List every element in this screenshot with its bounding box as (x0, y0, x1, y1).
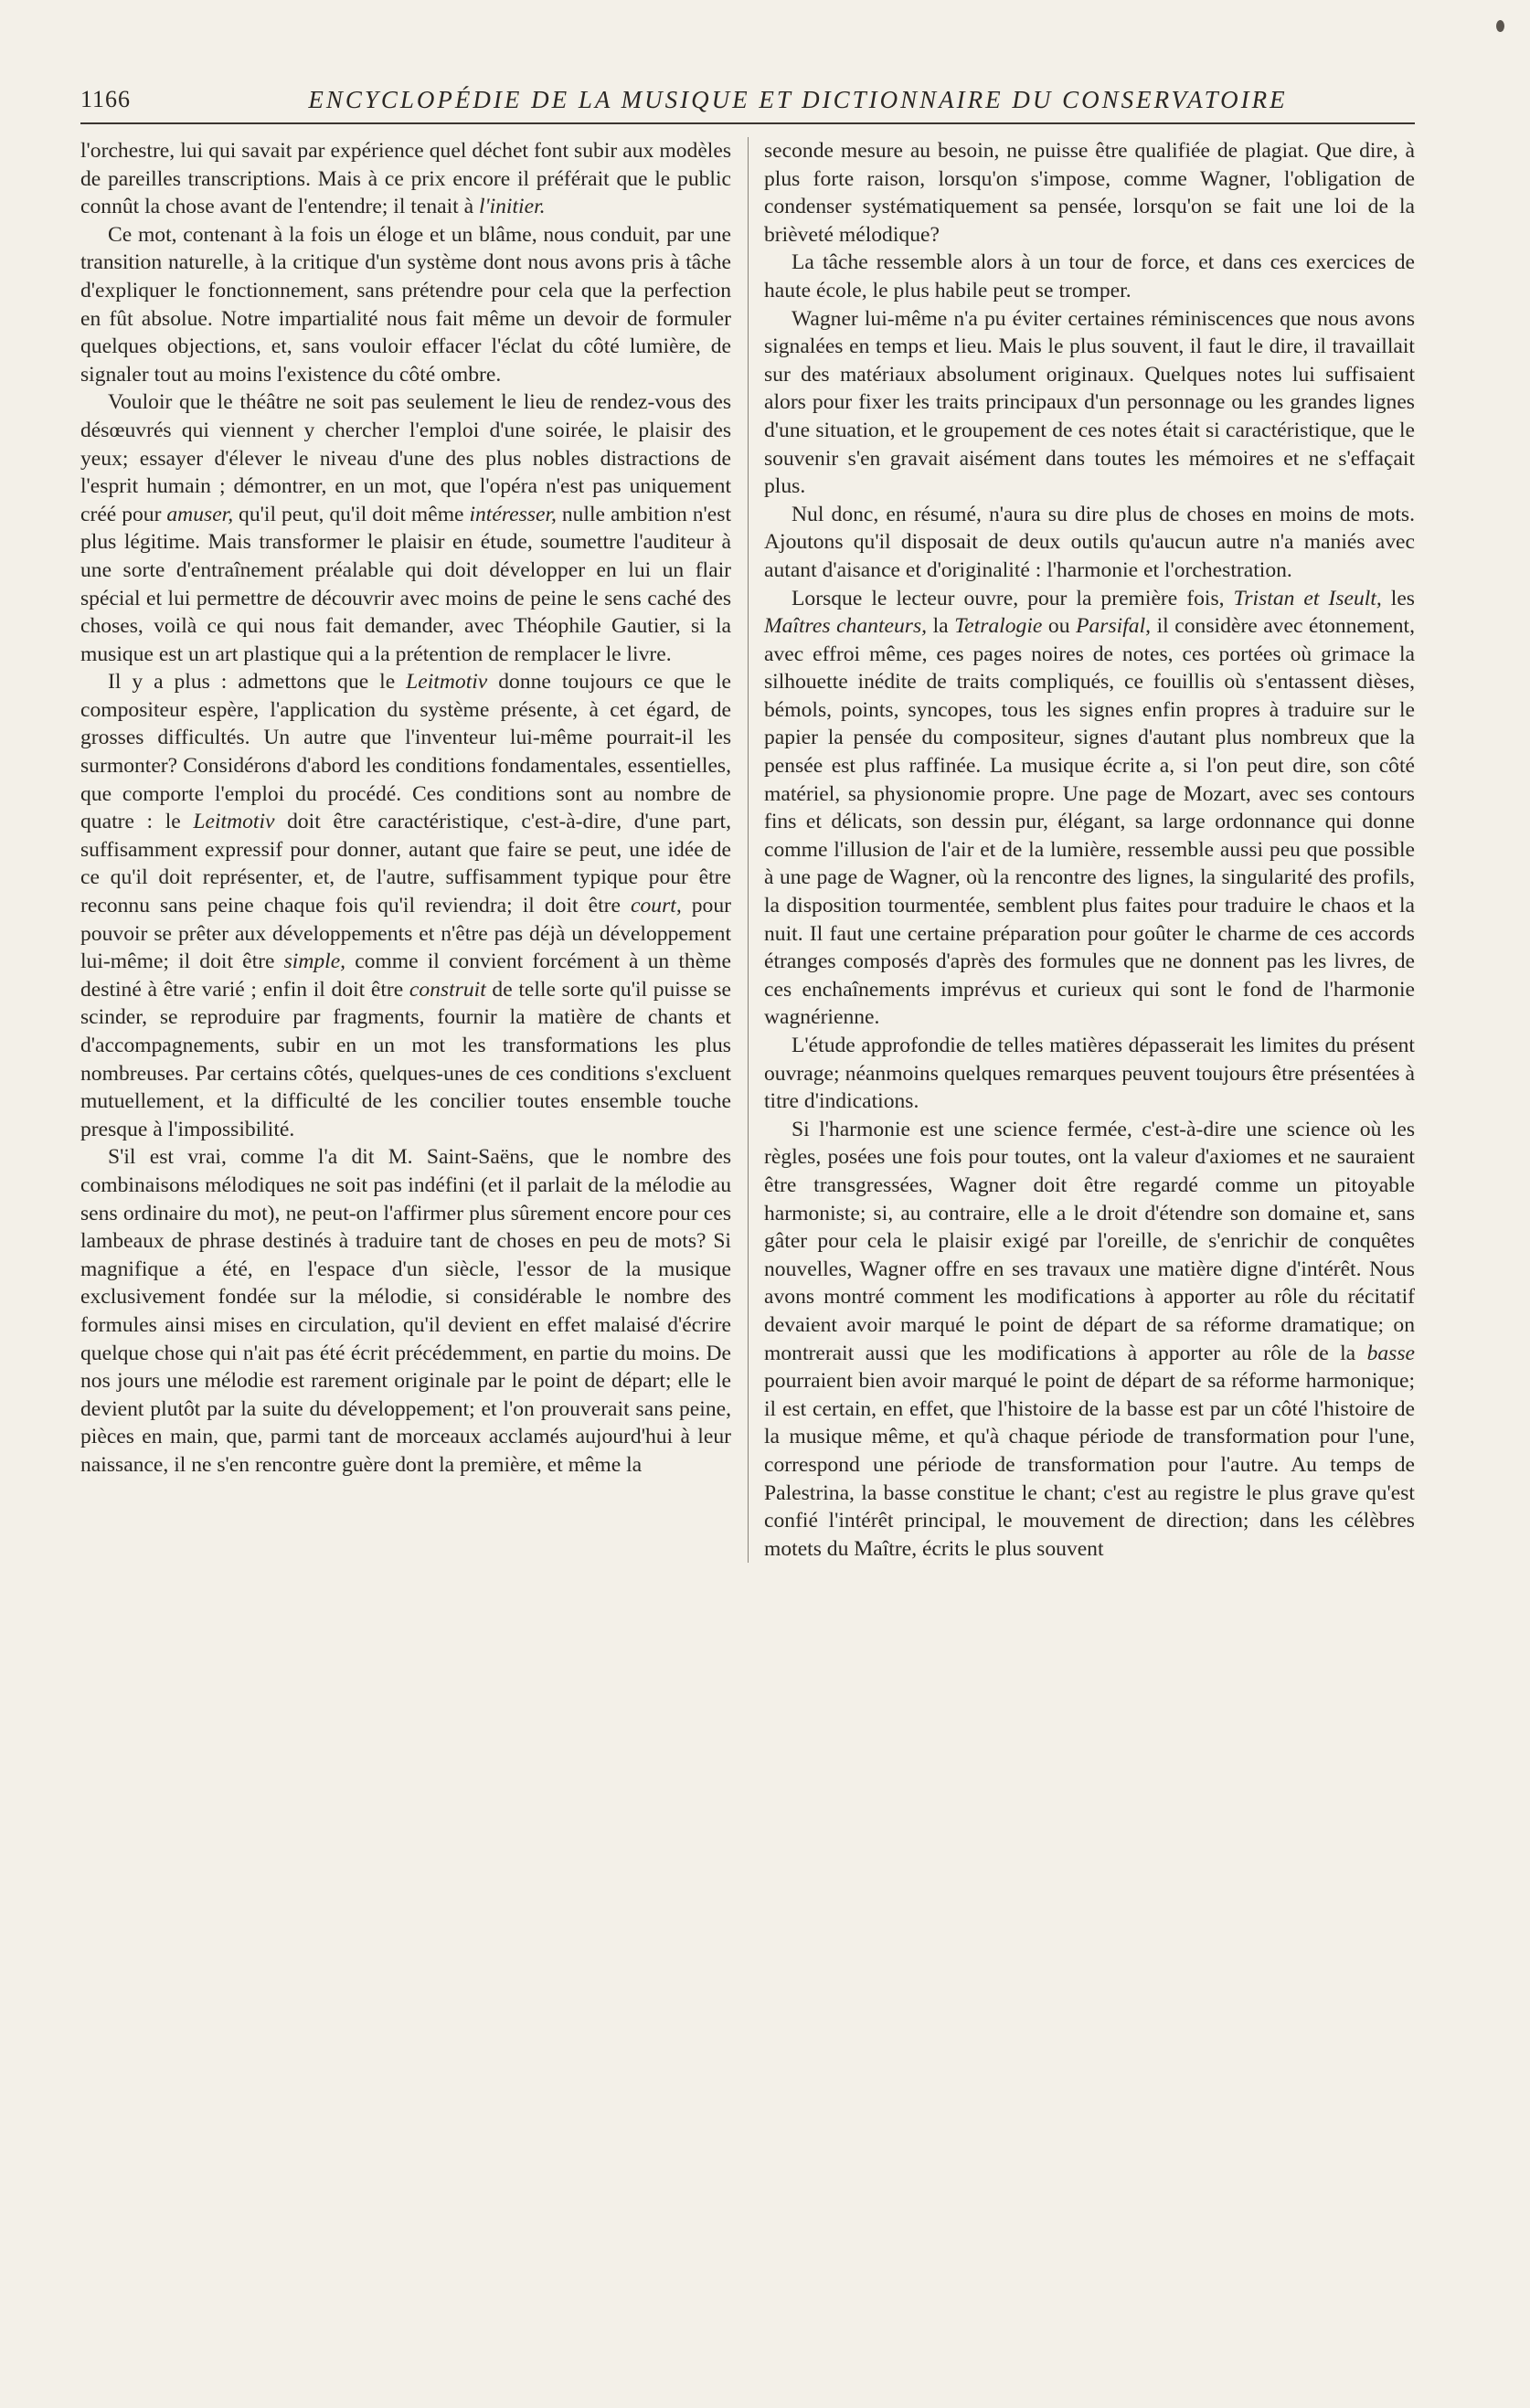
running-title: ENCYCLOPÉDIE DE LA MUSIQUE ET DICTIONNAIRE DU CONSERVATOIRE (308, 86, 1288, 113)
text-run: Nul donc, en résumé, n'aura su dire plus de choses en moins de mots. Ajoutons qu'il disposait de deux outils qu'aucun autre n'a maniés avec autant d'aisance et d'originalité : l'harmonie et l'orchestration. (764, 502, 1415, 582)
paragraph (80, 668, 731, 1143)
italic-run: Leitmotiv (193, 810, 275, 834)
two-column-body (80, 137, 1415, 1563)
paragraph (764, 249, 1415, 304)
paragraph (80, 1143, 731, 1479)
italic-run: amuser, (166, 502, 234, 526)
text-run: doit être caractéristique, c'est-à-dire, d'une part, suffisamment expressif pour donner, autant que faire se peut, une idée de ce qu'il doit représenter, et, de l'autre, suffisamment typique pour être reconnu sans peine chaque fois qu'il reviendra; il doit être (80, 810, 732, 918)
text-run: Ce mot, contenant à la fois un éloge et un blâme, nous conduit, par une transition naturelle, à la critique d'un système dont nous avons pris à tâche d'expliquer le fonctionnement, sans prétendre pour cela que la perfection en fût absolue. Notre impartialité nous fait même un devoir de formuler quelques objections, et, sans vouloir effacer l'éclat du côté lumière, de signaler tout au moins l'existence du côté ombre. (80, 222, 731, 387)
paragraph (764, 1032, 1415, 1116)
text-run: comme il convient forcément à un thème destiné à être varié ; enfin il doit être (80, 949, 731, 1002)
paragraph (764, 1116, 1415, 1564)
paragraph (764, 137, 1415, 249)
text-run: pour pouvoir se prêter aux développements et n'être pas déjà un développement lui-même; il doit être (80, 894, 731, 974)
italic-run: basse (1366, 1341, 1415, 1365)
italic-run: construit (409, 977, 486, 1002)
text-run: l'orchestre, lui qui savait par expérience quel déchet font subir aux modèles de pareilles transcriptions. Mais à ce prix encore il préférait que le public connût la chose avant de l'entendre; il tenait à (80, 139, 731, 219)
text-run: donne toujours ce que le compositeur espère, l'application du système présente, à cet égard, de grosses difficultés. Un autre que l'inventeur lui-même pourrait-il les surmonter? Considérons d'abord les conditions fondamentales, essentielles, que comporte l'emploi du procédé. Ces conditions sont au nombre de quatre : le (80, 670, 732, 834)
italic-run: Tetralogie (954, 614, 1043, 639)
text-run: Vouloir que le théâtre ne soit pas seulement le lieu de rendez-vous des désœuvrés qui viennent y chercher l'emploi d'une soirée, le plaisir des yeux; essayer d'élever le niveau d'une des plus nobles distractions de l'esprit humain ; démontrer, en un mot, que l'opéra n'est pas uniquement créé pour (80, 390, 731, 526)
text-run: qu'il peut, qu'il doit même (233, 502, 470, 526)
italic-run: Parsifal, (1076, 614, 1152, 639)
paragraph (80, 137, 731, 221)
corner-dot (1496, 20, 1504, 32)
italic-run: Leitmotiv (406, 670, 488, 695)
text-run: Il y a plus : admettons que le (108, 670, 407, 695)
text-run: de telle sorte qu'il puisse se scinder, se reproduire par fragments, fournir la matière de chants et d'accompagnements, subir en un mot les transformations les plus nombreuses. Par certains côtés, quelques-unes de ces conditions s'excluent mutuellement, et la difficulté de les concilier toutes ensemble touche presque à l'impossibilité. (80, 977, 731, 1141)
text-run: ou (1042, 614, 1077, 639)
text-run: la (927, 614, 955, 639)
italic-run: intéresser, (469, 502, 557, 526)
italic-run: Tristan et Iseult, (1233, 586, 1382, 610)
text-run: les (1381, 586, 1415, 610)
paragraph (80, 388, 731, 668)
text-run: nulle ambition n'est plus légitime. Mais transformer le plaisir en étude, soumettre l'auditeur à une sorte d'entraînement préalable qui doit développer en lui un flair spécial et lui permettre de découvrir avec moins de peine le sens caché des choses, voilà ce qui nous fait demander, avec Théophile Gautier, si la musique est un art plastique qui a la prétention de remplacer le livre. (80, 502, 731, 666)
text-run: L'étude approfondie de telles matières dépasserait les limites du présent ouvrage; néanmoins quelques remarques peuvent toujours être présentées à titre d'indications. (764, 1034, 1415, 1114)
text-run: Lorsque le lecteur ouvre, pour la première fois, (792, 586, 1234, 610)
text-run: pourraient bien avoir marqué le point de départ de sa réforme harmonique; il est certain, en effet, que l'histoire de la basse est par un côté l'histoire de la musique même, et qu'à chaque période de transformation pour l'une, correspond une période de transformation pour l'autre. Au temps de Palestrina, la basse constitue le chant; c'est au registre le plus grave qu'est confié l'intérêt principal, le mouvement de direction; dans les célèbres motets du Maître, écrits le plus souvent (764, 1369, 1415, 1561)
text-run: La tâche ressemble alors à un tour de force, et dans ces exercices de haute école, le plus habile peut se tromper. (764, 250, 1415, 302)
page-number: 1166 (80, 86, 132, 112)
paragraph (764, 305, 1415, 501)
paragraph (80, 221, 731, 389)
paragraph (764, 585, 1415, 1033)
text-run: S'il est vrai, comme l'a dit M. Saint-Saëns, que le nombre des combinaisons mélodiques ne soit pas indéfini (et il parlait de la mélodie au sens ordinaire du mot), ne peut-on l'affirmer plus sûrement encore pour ces lambeaux de phrase destinés à traduire tant de choses en peu de mots? Si magnifique a été, en l'espace d'un siècle, l'essor de la musique exclusivement fondée sur la mélodie, si considérable le nombre des formules ainsi mises en circulation, qu'il devient en effet malaisé d'écrire quelque chose qui n'ait pas été écrit précédemment, en partie du moins. De nos jours une mélodie est rarement originale par le point de départ; elle le devient plutôt par la suite du développement; et l'on prouverait sans peine, pièces en main, que, parmi tant de morceaux acclamés aujourd'hui à leur naissance, il ne s'en rencontre guère dont la première, et même la (80, 1145, 731, 1477)
italic-run: simple, (283, 949, 346, 974)
text-run: Wagner lui-même n'a pu éviter certaines réminiscences que nous avons signalées en temps et lieu. Mais le plus souvent, il faut le dire, il travaillait sur des matériaux absolument originaux. Quelques notes lui suffisaient alors pour fixer les traits principaux d'un personnage ou les grandes lignes d'une situation, et le groupement de ces notes était si caractéristique, que le souvenir s'en gravait aisément dans toutes les mémoires et ne s'effaçait plus. (764, 306, 1415, 499)
italic-run: court, (631, 894, 682, 918)
text-run: Si l'harmonie est une science fermée, c'est-à-dire une science où les règles, posées une fois pour toutes, ont la valeur d'axiomes et ne sauraient être transgressées, Wagner doit être regardé comme un pitoyable harmoniste; si, au contraire, elle a le droit d'étendre son domaine et, sans gâter pour cela le plaisir exigé par l'oreille, de s'enrichir de conquêtes nouvelles, Wagner offre en ses travaux une matière digne d'intérêt. Nous avons montré comment les modifications à apporter au rôle du récitatif devaient avoir marqué le point de départ de sa réforme dramatique; on montrerait aussi que les modifications à apporter au rôle de la (764, 1117, 1415, 1365)
italic-run: Maîtres chanteurs, (764, 614, 928, 639)
document-page (80, 82, 1415, 2367)
italic-run: l'initier. (478, 195, 546, 219)
paragraph (764, 501, 1415, 585)
text-run: il considère avec étonnement, avec effroi même, ces pages noires de notes, ces portées où grimace la silhouette inédite de traits compliqués, ce fouillis où s'entassent dièses, bémols, points, syncopes, tous les signes enfin propres à traduire sur le papier la pensée du compositeur, signes d'autant plus nombreux que la pensée est plus raffinée. La musique écrite a, si l'on peut dire, son côté matériel, sa physionomie propre. Une page de Mozart, avec ses contours fins et délicats, son dessin pur, élégant, sa large ordonnance qui donne comme l'illusion de l'air et de la lumière, ressemble aussi peu que possible à une page de Wagner, où la rencontre des lignes, la singularité des profils, la disposition tourmentée, semblent plus faites pour traduire le chaos et la nuit. Il faut une certaine préparation pour goûter le charme de ces accords étranges composés d'après des formules que ne donnent pas les livres, de ces enchaînements imprévus et curieux qui sont le fond de l'harmonie wagnérienne. (764, 614, 1415, 1030)
left-column (80, 137, 731, 1563)
text-run: seconde mesure au besoin, ne puisse être qualifiée de plagiat. Que dire, à plus forte raison, lorsqu'on s'impose, comme Wagner, l'obligation de condenser systématiquement sa pensée, lorsqu'on se fait une loi de la brièveté mélodique? (764, 139, 1415, 247)
right-column (764, 137, 1415, 1563)
column-divider (748, 137, 749, 1563)
page-header (80, 82, 1415, 124)
